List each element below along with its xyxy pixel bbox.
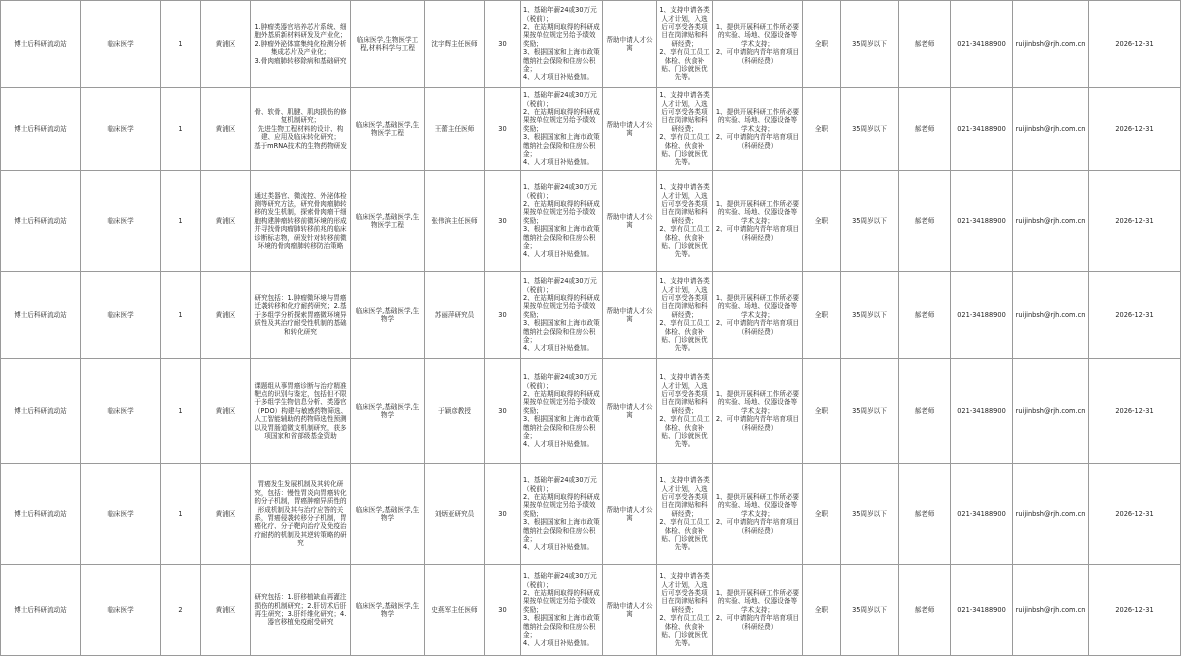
station-cell: 博士后科研流动站 [1, 88, 81, 171]
age-limit-cell: 30 [485, 565, 521, 656]
contact-cell: 郝老师 [899, 1, 951, 88]
campus-cell: 黄浦区 [201, 464, 251, 565]
housing-cell: 帮助申请人才公寓 [603, 88, 657, 171]
age-cell: 35周岁以下 [841, 272, 899, 359]
phone-cell: 021-34188900 [951, 171, 1013, 272]
age-cell: 35周岁以下 [841, 565, 899, 656]
table-row [1, 359, 1181, 464]
discipline-cell: 临床医学 [81, 359, 161, 464]
station-cell: 博士后科研流动站 [1, 464, 81, 565]
housing-cell: 帮助申请人才公寓 [603, 1, 657, 88]
research-support-cell: 1、提供开展科研工作所必要的实验、场地、仪器设备等学术支持； 2、可申请院内青年培育项目（科研经费） [713, 171, 803, 272]
email-cell: ruijinbsh@rjh.com.cn [1013, 1, 1089, 88]
subject-cell: 临床医学,基础医学,生物学 [351, 464, 425, 565]
contact-cell: 郝老师 [899, 171, 951, 272]
age-limit-cell: 30 [485, 1, 521, 88]
campus-cell: 黄浦区 [201, 88, 251, 171]
research-cell: 胃癌发生发展机制及其转化研究，包括：慢性胃炎向胃癌转化的分子机制，胃癌肿瘤异质性的形成机制及其与治疗应答的关系，胃癌侵袭转移分子机制，胃癌化疗、分子靶向治疗及免疫治疗耐药的机制及其逆转策略的研究 [251, 464, 351, 565]
count-cell: 1 [161, 464, 201, 565]
type-cell: 全职 [803, 1, 841, 88]
salary-cell: 1、基础年薪24或30万元（税前）； 2、在站期间取得的科研成果按单位规定另给予绩效奖励； 3、根据国家和上海市政策缴纳社会保险和住房公积金； 4、人才项目补贴叠加。 [521, 359, 603, 464]
email-cell: ruijinbsh@rjh.com.cn [1013, 359, 1089, 464]
subject-cell: 临床医学,基础医学,生物医学工程 [351, 88, 425, 171]
research-cell: 课题组从事胃癌诊断与治疗精准靶点的识别与鉴定，包括但不限于多组学生物信息分析、类器官（PDO）构建与敏感药物筛选、人工智能辅助的药物筛选性预测以及胃肠道微支机制研究，获多项国家和省部级基金资助 [251, 359, 351, 464]
count-cell: 1 [161, 171, 201, 272]
research-support-cell: 1、提供开展科研工作所必要的实验、场地、仪器设备等学术支持； 2、可申请院内青年培育项目（科研经费） [713, 1, 803, 88]
type-cell: 全职 [803, 464, 841, 565]
age-limit-cell: 30 [485, 88, 521, 171]
research-support-cell: 1、提供开展科研工作所必要的实验、场地、仪器设备等学术支持； 2、可申请院内青年培育项目（科研经费） [713, 88, 803, 171]
age-limit-cell: 30 [485, 171, 521, 272]
mentor-cell: 张伟滨主任医师 [425, 171, 485, 272]
type-cell: 全职 [803, 88, 841, 171]
mentor-cell: 苏丽萍研究员 [425, 272, 485, 359]
research-cell: 研究包括：1.肿瘤微环境与胃癌迁袭转移和化疗耐药研究；2.基于多组学分析探索胃癌微环境异质性及其治疗耐受性机制的基础和转化研究 [251, 272, 351, 359]
station-cell: 博士后科研流动站 [1, 272, 81, 359]
salary-cell: 1、基础年薪24或30万元（税前）； 2、在站期间取得的科研成果按单位规定另给予绩效奖励； 3、根据国家和上海市政策缴纳社会保险和住房公积金； 4、人才项目补贴叠加。 [521, 171, 603, 272]
email-cell: ruijinbsh@rjh.com.cn [1013, 88, 1089, 171]
table-row [1, 88, 1181, 171]
support-cell: 1、支持申请各类人才计划，入选后可享受各类项目在岗津贴和科研经费； 2、享有员工员工体检、伙食补贴、门诊就医优先等。 [657, 359, 713, 464]
discipline-cell: 临床医学 [81, 171, 161, 272]
age-cell: 35周岁以下 [841, 464, 899, 565]
research-support-cell: 1、提供开展科研工作所必要的实验、场地、仪器设备等学术支持； 2、可申请院内青年培育项目（科研经费） [713, 464, 803, 565]
housing-cell: 帮助申请人才公寓 [603, 464, 657, 565]
deadline-cell: 2026-12-31 [1089, 88, 1181, 171]
housing-cell: 帮助申请人才公寓 [603, 565, 657, 656]
contact-cell: 郝老师 [899, 272, 951, 359]
subject-cell: 临床医学,生物医学工程,材料科学与工程 [351, 1, 425, 88]
count-cell: 1 [161, 88, 201, 171]
contact-cell: 郝老师 [899, 464, 951, 565]
campus-cell: 黄浦区 [201, 359, 251, 464]
table-row [1, 272, 1181, 359]
campus-cell: 黄浦区 [201, 1, 251, 88]
deadline-cell: 2026-12-31 [1089, 359, 1181, 464]
housing-cell: 帮助申请人才公寓 [603, 171, 657, 272]
mentor-cell: 刘炳亚研究员 [425, 464, 485, 565]
type-cell: 全职 [803, 359, 841, 464]
salary-cell: 1、基础年薪24或30万元（税前）； 2、在站期间取得的科研成果按单位规定另给予绩效奖励； 3、根据国家和上海市政策缴纳社会保险和住房公积金； 4、人才项目补贴叠加。 [521, 1, 603, 88]
salary-cell: 1、基础年薪24或30万元（税前）； 2、在站期间取得的科研成果按单位规定另给予绩效奖励； 3、根据国家和上海市政策缴纳社会保险和住房公积金； 4、人才项目补贴叠加。 [521, 464, 603, 565]
station-cell: 博士后科研流动站 [1, 359, 81, 464]
support-cell: 1、支持申请各类人才计划，入选后可享受各类项目在岗津贴和科研经费； 2、享有员工员工体检、伙食补贴、门诊就医优先等。 [657, 565, 713, 656]
phone-cell: 021-34188900 [951, 88, 1013, 171]
deadline-cell: 2026-12-31 [1089, 565, 1181, 656]
table-row [1, 565, 1181, 656]
age-limit-cell: 30 [485, 359, 521, 464]
discipline-cell: 临床医学 [81, 464, 161, 565]
type-cell: 全职 [803, 272, 841, 359]
age-cell: 35周岁以下 [841, 359, 899, 464]
support-cell: 1、支持申请各类人才计划，入选后可享受各类项目在岗津贴和科研经费； 2、享有员工员工体检、伙食补贴、门诊就医优先等。 [657, 464, 713, 565]
count-cell: 1 [161, 272, 201, 359]
salary-cell: 1、基础年薪24或30万元（税前）； 2、在站期间取得的科研成果按单位规定另给予绩效奖励； 3、根据国家和上海市政策缴纳社会保险和住房公积金； 4、人才项目补贴叠加。 [521, 88, 603, 171]
discipline-cell: 临床医学 [81, 565, 161, 656]
mentor-cell: 王蕾主任医师 [425, 88, 485, 171]
email-cell: ruijinbsh@rjh.com.cn [1013, 171, 1089, 272]
discipline-cell: 临床医学 [81, 1, 161, 88]
age-cell: 35周岁以下 [841, 88, 899, 171]
research-support-cell: 1、提供开展科研工作所必要的实验、场地、仪器设备等学术支持； 2、可申请院内青年培育项目（科研经费） [713, 272, 803, 359]
station-cell: 博士后科研流动站 [1, 1, 81, 88]
email-cell: ruijinbsh@rjh.com.cn [1013, 464, 1089, 565]
discipline-cell: 临床医学 [81, 272, 161, 359]
age-cell: 35周岁以下 [841, 1, 899, 88]
age-cell: 35周岁以下 [841, 171, 899, 272]
research-cell: 研究包括：1.肝移植缺血再灌注损伤的机制研究；2.肝切术后肝再生研究；3.肝纤维化研究；4.器官移植免疫耐受研究 [251, 565, 351, 656]
research-cell: 通过类器官、微流控、外泌体检测等研究方法，研究骨肉瘤肺转移的发生机制，探索骨肉瘤干细胞构建肿瘤转移前微环境的形成并寻找骨肉瘤肺转移前兆的临床诊断标志物，研发针对转移前微环境的骨肉瘤肺转移防治策略 [251, 171, 351, 272]
count-cell: 1 [161, 1, 201, 88]
table-row [1, 171, 1181, 272]
support-cell: 1、支持申请各类人才计划，入选后可享受各类项目在岗津贴和科研经费； 2、享有员工员工体检、伙食补贴、门诊就医优先等。 [657, 1, 713, 88]
table-row [1, 464, 1181, 565]
contact-cell: 郝老师 [899, 88, 951, 171]
salary-cell: 1、基础年薪24或30万元（税前）； 2、在站期间取得的科研成果按单位规定另给予绩效奖励； 3、根据国家和上海市政策缴纳社会保险和住房公积金； 4、人才项目补贴叠加。 [521, 565, 603, 656]
subject-cell: 临床医学,基础医学,生物医学工程 [351, 171, 425, 272]
research-cell: 骨、软骨、肌腱、肌肉损伤的修复机制研究； 先进生物工程材料的设计、构建、应用及临床转化研究； 基于mRNA技术的生物药物研发 [251, 88, 351, 171]
subject-cell: 临床医学,基础医学,生物学 [351, 272, 425, 359]
support-cell: 1、支持申请各类人才计划，入选后可享受各类项目在岗津贴和科研经费； 2、享有员工员工体检、伙食补贴、门诊就医优先等。 [657, 272, 713, 359]
phone-cell: 021-34188900 [951, 1, 1013, 88]
contact-cell: 郝老师 [899, 359, 951, 464]
age-limit-cell: 30 [485, 272, 521, 359]
type-cell: 全职 [803, 171, 841, 272]
contact-cell: 郝老师 [899, 565, 951, 656]
station-cell: 博士后科研流动站 [1, 171, 81, 272]
housing-cell: 帮助申请人才公寓 [603, 359, 657, 464]
discipline-cell: 临床医学 [81, 88, 161, 171]
research-support-cell: 1、提供开展科研工作所必要的实验、场地、仪器设备等学术支持； 2、可申请院内青年培育项目（科研经费） [713, 565, 803, 656]
type-cell: 全职 [803, 565, 841, 656]
phone-cell: 021-34188900 [951, 359, 1013, 464]
deadline-cell: 2026-12-31 [1089, 464, 1181, 565]
housing-cell: 帮助申请人才公寓 [603, 272, 657, 359]
mentor-cell: 沈宇辉主任医师 [425, 1, 485, 88]
count-cell: 1 [161, 359, 201, 464]
campus-cell: 黄浦区 [201, 272, 251, 359]
table-row [1, 1, 1181, 88]
subject-cell: 临床医学,基础医学,生物学 [351, 565, 425, 656]
email-cell: ruijinbsh@rjh.com.cn [1013, 272, 1089, 359]
station-cell: 博士后科研流动站 [1, 565, 81, 656]
deadline-cell: 2026-12-31 [1089, 171, 1181, 272]
phone-cell: 021-34188900 [951, 565, 1013, 656]
campus-cell: 黄浦区 [201, 565, 251, 656]
phone-cell: 021-34188900 [951, 272, 1013, 359]
mentor-cell: 于颖彦教授 [425, 359, 485, 464]
research-cell: 1.肿瘤类器官培养芯片系统、细胞外基质新材料研发及产业化； 2.肿瘤外泌体富集纯化检测分析集成芯片及产业化； 3.骨肉瘤肺转移除病和基础研究 [251, 1, 351, 88]
campus-cell: 黄浦区 [201, 171, 251, 272]
deadline-cell: 2026-12-31 [1089, 272, 1181, 359]
age-limit-cell: 30 [485, 464, 521, 565]
research-support-cell: 1、提供开展科研工作所必要的实验、场地、仪器设备等学术支持； 2、可申请院内青年培育项目（科研经费） [713, 359, 803, 464]
email-cell: ruijinbsh@rjh.com.cn [1013, 565, 1089, 656]
support-cell: 1、支持申请各类人才计划，入选后可享受各类项目在岗津贴和科研经费； 2、享有员工员工体检、伙食补贴、门诊就医优先等。 [657, 171, 713, 272]
phone-cell: 021-34188900 [951, 464, 1013, 565]
support-cell: 1、支持申请各类人才计划，入选后可享受各类项目在岗津贴和科研经费； 2、享有员工员工体检、伙食补贴、门诊就医优先等。 [657, 88, 713, 171]
deadline-cell: 2026-12-31 [1089, 1, 1181, 88]
mentor-cell: 史燕军主任医师 [425, 565, 485, 656]
salary-cell: 1、基础年薪24或30万元（税前）； 2、在站期间取得的科研成果按单位规定另给予绩效奖励； 3、根据国家和上海市政策缴纳社会保险和住房公积金； 4、人才项目补贴叠加。 [521, 272, 603, 359]
subject-cell: 临床医学,基础医学,生物学 [351, 359, 425, 464]
count-cell: 2 [161, 565, 201, 656]
